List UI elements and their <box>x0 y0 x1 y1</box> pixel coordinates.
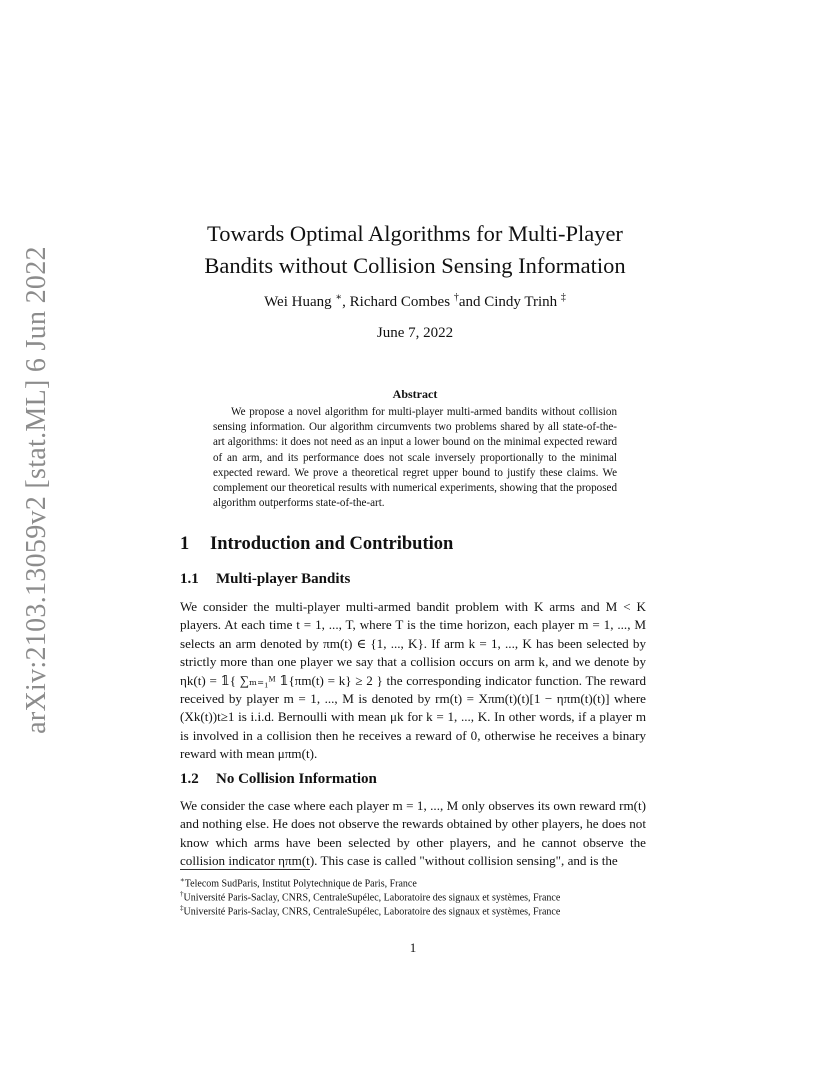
author-name: Wei Huang <box>264 294 332 310</box>
subsection-heading <box>180 771 377 788</box>
author-name: and Cindy Trinh <box>458 294 558 310</box>
footnote-mark: ∗ <box>180 876 185 884</box>
section-heading <box>180 534 453 555</box>
footnote-text: Université Paris-Saclay, CNRS, CentraleSupélec, Laboratoire des signaux et systèmes, France <box>183 892 561 904</box>
arxiv-id-text: arXiv:2103.13059v2 [stat.ML] 6 Jun 2022 <box>21 246 53 734</box>
affiliation-mark: † <box>453 292 459 303</box>
body-paragraph: We consider the case where each player m = 1, ..., M only observes its own reward rm(t) and nothing else. He does not observe the rewards obtained by other players, he does not know which arms have been selected by other players, and he cannot observe the collision indicator ηπm(t). This case is called "without collision sensing", and is the <box>180 798 646 869</box>
body-paragraph: We consider the multi-player multi-armed bandit problem with K arms and M < K players. At each time t = 1, ..., T, where T is the time horizon, each player m = 1, ..., M selects an arm denoted by πm(t) ∈ {1, ..., K}. If arm k = 1, ..., K has been selected by strictly more than one player we say that a collision occurs on arm k, and we denote by ηk(t) = 𝟙{ ∑ₘ₌₁ᴹ 𝟙{πm(t) = k} ≥ 2 } the corresponding indicator function. The reward received by player m = 1, ..., M is denoted by rm(t) = Xπm(t)(t)[1 − ηπm(t)(t)] where (Xk(t))t≥1 is i.i.d. Bernoulli with mean μk for k = 1, ..., K. In other words, if a player m is involved in a collision then he receives a reward of 0, otherwise he receives a binary reward with mean μπm(t). <box>180 599 646 762</box>
page-number: 1 <box>409 940 417 955</box>
footnote-divider <box>180 869 310 870</box>
subsection-number: 1.1 <box>180 571 199 587</box>
author-name: , Richard Combes <box>342 294 451 310</box>
footnote-mark: ‡ <box>180 904 184 912</box>
subsection-number: 1.2 <box>180 771 199 787</box>
paper-date: June 7, 2022 <box>376 325 454 341</box>
author-list <box>180 292 650 311</box>
footnote-mark: † <box>180 890 184 898</box>
title-line-2: Bandits without Collision Sensing Information <box>204 253 626 278</box>
affiliation-mark: ∗ <box>335 292 343 303</box>
affiliation-mark: ‡ <box>560 292 566 303</box>
section-title: Introduction and Contribution <box>210 534 454 554</box>
footnote-text: Université Paris-Saclay, CNRS, CentraleSupélec, Laboratoire des signaux et systèmes, France <box>183 906 561 918</box>
footnote-text: Telecom SudParis, Institut Polytechnique de Paris, France <box>184 878 417 890</box>
subsection-title: No Collision Information <box>216 771 377 787</box>
section-number: 1 <box>180 534 190 554</box>
title-line-1: Towards Optimal Algorithms for Multi-Player <box>207 221 623 246</box>
paper-title <box>180 218 650 282</box>
arxiv-sidebar-stamp <box>16 246 58 734</box>
footnote <box>180 902 650 918</box>
subsection-title: Multi-player Bandits <box>216 571 351 587</box>
abstract-text: We propose a novel algorithm for multi-player multi-armed bandits without collision sensing information. Our algorithm circumvents two problems shared by all state-of-the-art algorithms: it does not need as an input a lower bound on the minimal expected reward of an arm, and its performance does not scale inversely proportionally to the minimal expected reward. We prove a theoretical regret upper bound to justify these claims. We complement our theoretical results with numerical experiments, showing that the proposed algorithm outperforms state-of-the-art. <box>213 406 617 510</box>
subsection-heading <box>180 571 350 588</box>
abstract-heading: Abstract <box>392 387 438 401</box>
